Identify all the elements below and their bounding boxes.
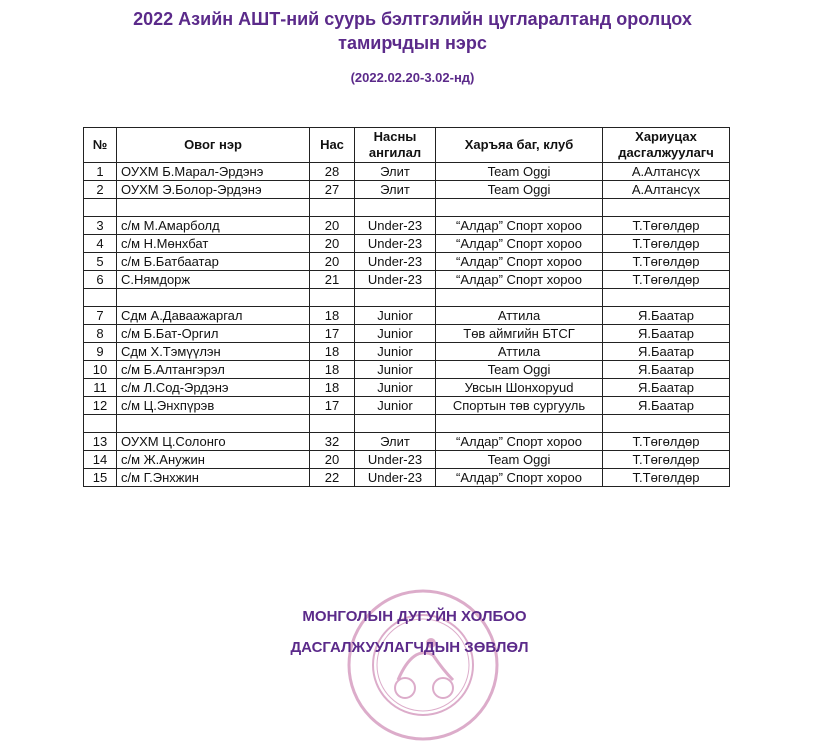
cell-coach: Т.Төгөлдөр (603, 235, 730, 253)
header-age-category: Насны ангилал (355, 128, 436, 163)
table-row (84, 271, 730, 289)
cell-coach: Т.Төгөлдөр (603, 271, 730, 289)
cell-age: 18 (310, 343, 355, 361)
cell-age-category: Under-23 (355, 451, 436, 469)
cell-coach (603, 199, 730, 217)
cell-age-category: Under-23 (355, 235, 436, 253)
table-row (84, 181, 730, 199)
cell-team: Team Oggi (436, 361, 603, 379)
table-row (84, 397, 730, 415)
cell-name: С.Нямдорж (117, 271, 310, 289)
cell-coach: Я.Баатар (603, 307, 730, 325)
cell-coach: Я.Баатар (603, 325, 730, 343)
table-header-row (84, 128, 730, 163)
cell-name (117, 289, 310, 307)
cell-age-category: Элит (355, 433, 436, 451)
cell-name: с/м Б.Бат-Оргил (117, 325, 310, 343)
cell-age-category: Junior (355, 325, 436, 343)
cell-team: “Алдар” Спорт хороо (436, 469, 603, 487)
cell-name: с/м М.Амарболд (117, 217, 310, 235)
table-row (84, 307, 730, 325)
table-separator-row (84, 289, 730, 307)
cell-age: 27 (310, 181, 355, 199)
signature-line2: ДАСГАЛЖУУЛАГЧДЫН ЗӨВЛӨЛ (290, 639, 529, 656)
cell-age (310, 415, 355, 433)
header-team-club: Харъяа баг, клуб (436, 128, 603, 163)
cell-team: Team Oggi (436, 181, 603, 199)
table-row (84, 469, 730, 487)
cell-age: 22 (310, 469, 355, 487)
cell-age-category (355, 289, 436, 307)
cell-team: “Алдар” Спорт хороо (436, 433, 603, 451)
cell-number: 6 (84, 271, 117, 289)
cell-name: с/м Б.Батбаатар (117, 253, 310, 271)
cell-team: Увсын Шонхоруud (436, 379, 603, 397)
cell-coach: Т.Төгөлдөр (603, 469, 730, 487)
table-row (84, 451, 730, 469)
cell-name: ОУХМ Ц.Солонго (117, 433, 310, 451)
cell-age-category: Junior (355, 307, 436, 325)
cell-team (436, 199, 603, 217)
cell-age: 17 (310, 325, 355, 343)
cell-name: с/м Б.Алтангэрэл (117, 361, 310, 379)
cell-number: 10 (84, 361, 117, 379)
cell-age: 18 (310, 379, 355, 397)
table-row (84, 343, 730, 361)
cell-age: 28 (310, 163, 355, 181)
cell-age-category: Under-23 (355, 253, 436, 271)
cell-coach: Т.Төгөлдөр (603, 451, 730, 469)
cell-coach (603, 415, 730, 433)
cell-age: 32 (310, 433, 355, 451)
cell-coach (603, 289, 730, 307)
cell-age-category: Junior (355, 361, 436, 379)
cell-name: с/м Л.Сод-Эрдэнэ (117, 379, 310, 397)
cell-name: с/м Ц.Энхпүрэв (117, 397, 310, 415)
table-row (84, 379, 730, 397)
header-number: № (84, 128, 117, 163)
table-separator-row (84, 199, 730, 217)
cell-number: 7 (84, 307, 117, 325)
cell-age-category (355, 415, 436, 433)
signature-line1: МОНГОЛЫН ДУГУЙН ХОЛБОО (302, 608, 527, 625)
cell-number: 8 (84, 325, 117, 343)
document-date: (2022.02.20-3.02-нд) (350, 70, 475, 85)
cell-coach: Т.Төгөлдөр (603, 217, 730, 235)
cell-age-category: Junior (355, 379, 436, 397)
cell-age: 18 (310, 307, 355, 325)
table-row (84, 217, 730, 235)
cell-team: Аттила (436, 343, 603, 361)
cell-team: “Алдар” Спорт хороо (436, 235, 603, 253)
cell-age-category: Under-23 (355, 217, 436, 235)
cell-number: 1 (84, 163, 117, 181)
cell-age: 21 (310, 271, 355, 289)
cell-number (84, 199, 117, 217)
header-name: Овог нэр (117, 128, 310, 163)
cell-team: Team Oggi (436, 451, 603, 469)
cell-name: ОУХМ Б.Марал-Эрдэнэ (117, 163, 310, 181)
athletes-table (83, 127, 730, 487)
cell-age-category: Junior (355, 343, 436, 361)
cell-age: 17 (310, 397, 355, 415)
cell-name: с/м Ж.Анужин (117, 451, 310, 469)
cell-team: Аттила (436, 307, 603, 325)
cell-name (117, 199, 310, 217)
cell-name (117, 415, 310, 433)
cell-age-category: Элит (355, 163, 436, 181)
cell-coach: Т.Төгөлдөр (603, 253, 730, 271)
cell-team: “Алдар” Спорт хороо (436, 253, 603, 271)
cell-number: 3 (84, 217, 117, 235)
cell-team: Спортын төв сургууль (436, 397, 603, 415)
cell-age-category: Junior (355, 397, 436, 415)
table-row (84, 253, 730, 271)
cell-age: 20 (310, 253, 355, 271)
cell-age-category: Элит (355, 181, 436, 199)
cell-number: 11 (84, 379, 117, 397)
table-row (84, 361, 730, 379)
document-title-line2: тамирчдын нэрс (338, 33, 487, 53)
cell-name: с/м Н.Мөнхбат (117, 235, 310, 253)
cell-name: Сдм Х.Тэмүүлэн (117, 343, 310, 361)
table-row (84, 433, 730, 451)
cell-age (310, 289, 355, 307)
cell-age: 20 (310, 235, 355, 253)
cell-coach: А.Алтансүх (603, 163, 730, 181)
cell-team: Төв аймгийн БТСГ (436, 325, 603, 343)
cell-age: 18 (310, 361, 355, 379)
table-row (84, 325, 730, 343)
table-separator-row (84, 415, 730, 433)
cell-number: 12 (84, 397, 117, 415)
table-body (84, 163, 730, 487)
cell-number: 15 (84, 469, 117, 487)
cell-coach: Я.Баатар (603, 397, 730, 415)
header-age: Нас (310, 128, 355, 163)
cell-team: “Алдар” Спорт хороо (436, 217, 603, 235)
cell-age-category: Under-23 (355, 469, 436, 487)
cell-age (310, 199, 355, 217)
cell-age-category (355, 199, 436, 217)
cell-team (436, 289, 603, 307)
cell-coach: Я.Баатар (603, 379, 730, 397)
cell-number (84, 289, 117, 307)
cell-number: 14 (84, 451, 117, 469)
cell-age: 20 (310, 451, 355, 469)
cell-team: “Алдар” Спорт хороо (436, 271, 603, 289)
cell-name: Сдм А.Даваажаргал (117, 307, 310, 325)
cell-number: 9 (84, 343, 117, 361)
cell-name: с/м Г.Энхжин (117, 469, 310, 487)
cell-coach: Я.Баатар (603, 343, 730, 361)
cell-number (84, 415, 117, 433)
cell-number: 2 (84, 181, 117, 199)
cell-number: 4 (84, 235, 117, 253)
cell-coach: А.Алтансүх (603, 181, 730, 199)
cell-name: ОУХМ Э.Болор-Эрдэнэ (117, 181, 310, 199)
table-row (84, 163, 730, 181)
cell-age: 20 (310, 217, 355, 235)
cell-coach: Т.Төгөлдөр (603, 433, 730, 451)
cell-number: 13 (84, 433, 117, 451)
cell-coach: Я.Баатар (603, 361, 730, 379)
cell-age-category: Under-23 (355, 271, 436, 289)
header-coach: Хариуцах дасгалжуулагч (603, 128, 730, 163)
cell-team (436, 415, 603, 433)
cell-team: Team Oggi (436, 163, 603, 181)
cell-number: 5 (84, 253, 117, 271)
table-row (84, 235, 730, 253)
document-title-line1: 2022 Азийн АШТ-ний суурь бэлтгэлийн цугларалтанд оролцох (133, 9, 692, 29)
